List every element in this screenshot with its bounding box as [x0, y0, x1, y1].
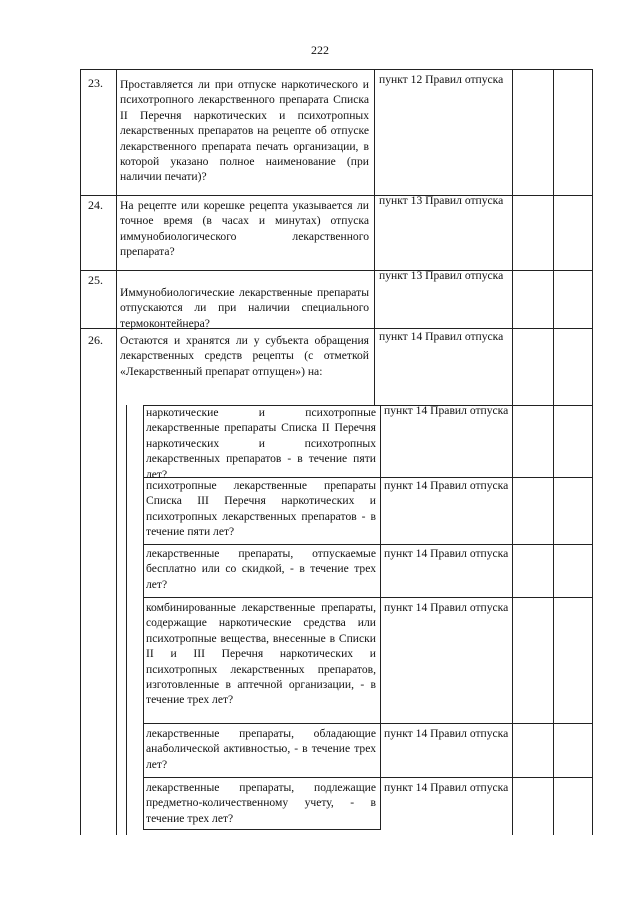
subrow-divider: [143, 597, 592, 598]
row-number: 24.: [88, 198, 103, 212]
legal-reference: пункт 14 Правил отпуска: [384, 479, 509, 492]
row-number: 23.: [88, 76, 103, 90]
table-column-divider: [374, 69, 375, 405]
table-column-divider: [512, 69, 513, 835]
row-number: 25.: [88, 273, 103, 287]
question-text: Остаются и хранятся ли у субъекта обращения лекарственных средств рецепты (с отметкой «Лекарственный препарат отпущен») на:: [120, 334, 369, 378]
subquestion-text: лекарственные препараты, отпускаемые бесплатно или со скидкой, - в течение трех лет?: [146, 547, 376, 591]
page-number: 222: [311, 43, 329, 57]
subquestion-text: комбинированные лекарственные препараты, содержащие наркотические средства или психотропные вещества, внесенные в Списки II и III Перечня наркотических и психотропных лекарственных препаратов, изготовленные в аптечной организации, - в течение трех лет?: [146, 601, 376, 707]
legal-reference: пункт 14 Правил отпуска: [384, 404, 509, 417]
table-border-left: [80, 69, 81, 835]
table-border-right: [592, 69, 593, 835]
subquestion-text: психотропные лекарственные препараты Списка III Перечня наркотических и психотропных лекарственных препаратов - в течение пяти лет?: [146, 479, 376, 539]
question-text: Проставляется ли при отпуске наркотического и психотропного лекарственного препарата Списка II Перечня наркотических и психотропных лекарственных препаратов на рецепте об отпуске лекарственного препарата печать организации, в которой указано полное наименование (при наличии печати)?: [120, 78, 369, 184]
legal-reference: пункт 14 Правил отпуска: [384, 601, 509, 614]
legal-reference: пункт 14 Правил отпуска: [384, 547, 509, 560]
subrow-divider: [143, 544, 592, 545]
subrow-divider: [143, 723, 592, 724]
row-number: 26.: [88, 333, 103, 347]
question-text: Иммунобиологические лекарственные препараты отпускаются ли при наличии специального термоконтейнера?: [120, 286, 369, 330]
legal-reference: пункт 13 Правил отпуска: [379, 269, 504, 282]
legal-reference: пункт 14 Правил отпуска: [384, 781, 509, 794]
subrow-divider: [143, 777, 592, 778]
subquestion-text: лекарственные препараты, подлежащие предметно-количественному учету, - в течение трех лет?: [146, 781, 376, 825]
table-subcolumn-divider: [126, 405, 127, 835]
subrow-divider: [143, 829, 381, 830]
row-divider: [80, 195, 592, 196]
table-border-top: [80, 69, 592, 70]
subquestion-text: наркотические и психотропные лекарственные препараты Списка II Перечня наркотических и психотропных лекарственных препаратов - в течение пяти лет?: [146, 406, 376, 481]
table-column-divider: [143, 405, 144, 830]
table-column-divider: [116, 69, 117, 835]
row-divider: [80, 270, 592, 271]
table-column-divider: [553, 69, 554, 835]
table-column-divider: [380, 405, 381, 830]
legal-reference: пункт 14 Правил отпуска: [384, 727, 509, 740]
legal-reference: пункт 14 Правил отпуска: [379, 330, 504, 343]
question-text: На рецепте или корешке рецепта указывается ли точное время (в часах и минутах) отпуска иммунобиологического лекарственного препарата?: [120, 199, 369, 259]
subquestion-text: лекарственные препараты, обладающие анаболической активностью, - в течение трех лет?: [146, 727, 376, 771]
legal-reference: пункт 13 Правил отпуска: [379, 194, 504, 207]
legal-reference: пункт 12 Правил отпуска: [379, 73, 504, 86]
